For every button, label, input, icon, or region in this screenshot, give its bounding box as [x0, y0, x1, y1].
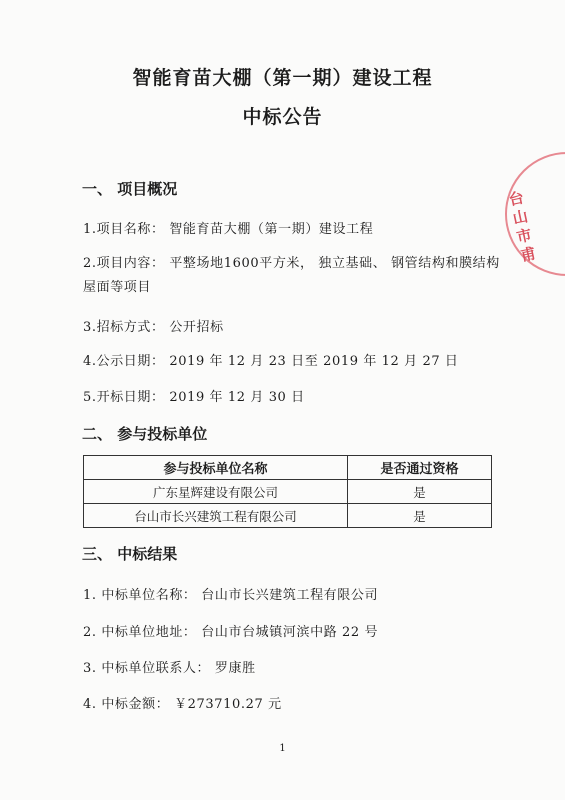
- table-row: [84, 504, 492, 528]
- project-name-line: 1.项目名称： 智能育苗大棚（第一期）建设工程: [83, 222, 374, 237]
- column-header-bidder: 参与投标单位名称: [84, 456, 348, 480]
- table-header-row: [84, 456, 492, 480]
- qualified-cell: 是: [348, 504, 492, 528]
- section2-heading: 二、 参与投标单位: [82, 425, 208, 443]
- section3-heading: 三、 中标结果: [82, 545, 178, 563]
- bid-opening-date-line: 5.开标日期： 2019 年 12 月 30 日: [83, 390, 305, 405]
- table-row: [84, 480, 492, 504]
- publicity-date-line: 4.公示日期： 2019 年 12 月 23 日至 2019 年 12 月 27 日: [83, 354, 459, 369]
- winner-name-line: 1. 中标单位名称： 台山市长兴建筑工程有限公司: [83, 588, 379, 603]
- winner-address-line: 2. 中标单位地址： 台山市台城镇河滨中路 22 号: [83, 625, 379, 640]
- document-subtitle: 中标公告: [242, 106, 323, 128]
- column-header-qualified: 是否通过资格: [348, 456, 492, 480]
- document-title: 智能育苗大棚（第一期）建设工程: [132, 67, 433, 89]
- section1-heading: 一、 项目概况: [82, 180, 178, 198]
- bidders-table: [83, 455, 492, 528]
- project-content-line: 2.项目内容： 平整场地1600平方米， 独立基础、 钢管结构和膜结构屋面等项目: [83, 256, 500, 295]
- tender-method-line: 3.招标方式： 公开招标: [83, 320, 224, 335]
- winner-contact-line: 3. 中标单位联系人： 罗康胜: [83, 661, 256, 676]
- qualified-cell: 是: [348, 480, 492, 504]
- official-seal-text: 台山市甫: [505, 189, 539, 268]
- bidder-name-cell: 广东星辉建设有限公司: [84, 480, 348, 504]
- page-number: 1: [279, 743, 286, 754]
- bidder-name-cell: 台山市长兴建筑工程有限公司: [84, 504, 348, 528]
- winning-amount-line: 4. 中标金额： ￥273710.27 元: [83, 697, 282, 712]
